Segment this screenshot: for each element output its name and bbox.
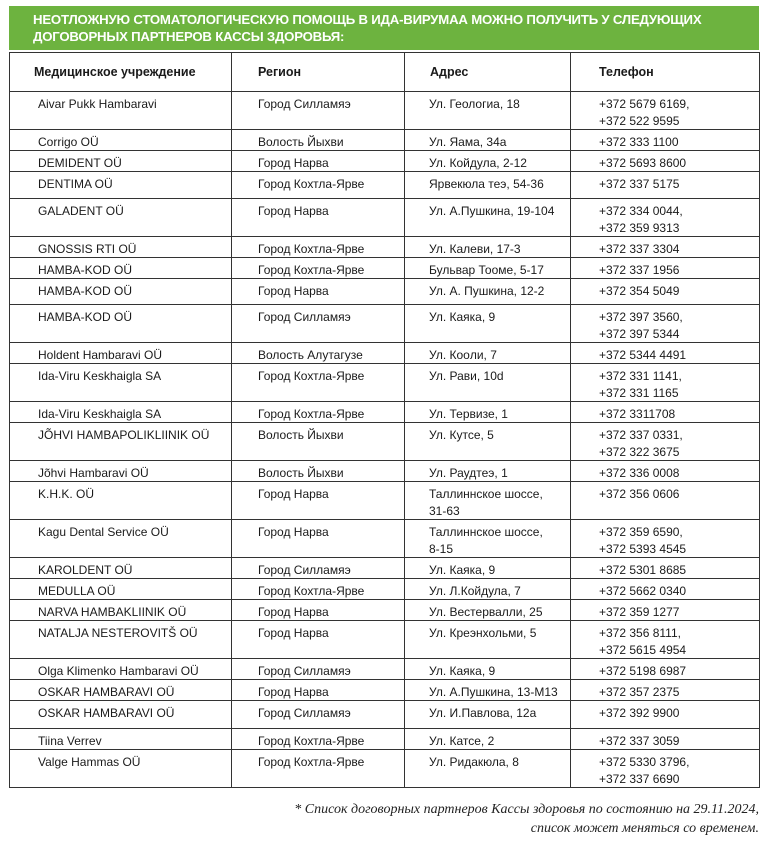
cell-phone-text: +372 5679 6169,: [599, 97, 690, 111]
cell-region-text: Город Силламяэ: [258, 97, 351, 111]
cell-address: [405, 279, 571, 305]
cell-address-text: Ул. Рави, 10d: [429, 369, 504, 383]
cell-phone-text: +372 397 5344: [599, 327, 680, 341]
cell-region: [232, 364, 405, 402]
cell-region: [232, 402, 405, 423]
cell-address: [405, 237, 571, 258]
table-row: [10, 364, 760, 402]
cell-region: [232, 237, 405, 258]
cell-institution-text: DEMIDENT OÜ: [38, 156, 122, 170]
cell-institution-text: OSKAR HAMBARAVI OÜ: [38, 706, 175, 720]
cell-region: [232, 750, 405, 788]
cell-institution-text: Valge Hammas OÜ: [38, 755, 141, 769]
cell-address: [405, 579, 571, 600]
cell-phone: [571, 237, 760, 258]
cell-region-text: Город Кохтла-Ярве: [258, 177, 365, 191]
cell-address: [405, 558, 571, 579]
cell-region-text: Волость Йыхви: [258, 428, 344, 442]
cell-institution-text: GNOSSIS RTI OÜ: [38, 242, 137, 256]
cell-institution: [10, 199, 232, 237]
cell-address: [405, 151, 571, 172]
cell-institution-text: Holdent Hambaravi OÜ: [38, 348, 163, 362]
cell-phone: [571, 305, 760, 343]
cell-institution-text: HAMBA-KOD OÜ: [38, 284, 133, 298]
cell-phone: [571, 680, 760, 701]
cell-address-text: Таллиннское шоссе,: [429, 487, 543, 501]
cell-region: [232, 172, 405, 199]
cell-phone: [571, 520, 760, 558]
cell-address: [405, 461, 571, 482]
cell-region-text: Город Кохтла-Ярве: [258, 407, 365, 421]
cell-institution-text: HAMBA-KOD OÜ: [38, 263, 133, 277]
cell-phone-text: +372 5662 0340: [599, 584, 687, 598]
table-row: [10, 579, 760, 600]
cell-institution: [10, 92, 232, 130]
cell-institution-text: Jõhvi Hambaravi OÜ: [38, 466, 149, 480]
cell-phone: [571, 172, 760, 199]
cell-region: [232, 701, 405, 729]
cell-address: [405, 258, 571, 279]
cell-phone: [571, 729, 760, 750]
cell-region-text: Город Нарва: [258, 685, 329, 699]
cell-region: [232, 680, 405, 701]
cell-phone-text: +372 5301 8685: [599, 563, 687, 577]
cell-phone-text: +372 5393 4545: [599, 542, 687, 556]
cell-region: [232, 305, 405, 343]
cell-phone: [571, 130, 760, 151]
table-header-row: [10, 53, 760, 92]
table-row: [10, 701, 760, 729]
cell-phone: [571, 423, 760, 461]
cell-institution: [10, 659, 232, 680]
cell-region-text: Волость Йыхви: [258, 135, 344, 149]
cell-phone-text: +372 334 0044,: [599, 204, 683, 218]
cell-phone-text: +372 354 5049: [599, 284, 680, 298]
cell-region: [232, 482, 405, 520]
column-header-region: Регион: [232, 53, 405, 92]
cell-phone-text: +372 337 3059: [599, 734, 680, 748]
cell-address: [405, 305, 571, 343]
cell-address-text: Ул. Каяка, 9: [429, 310, 496, 324]
cell-institution-text: K.H.K. OÜ: [38, 487, 95, 501]
cell-institution-text: OSKAR HAMBARAVI OÜ: [38, 685, 175, 699]
cell-address: [405, 482, 571, 520]
cell-institution: [10, 729, 232, 750]
cell-address: [405, 659, 571, 680]
cell-institution-text: DENTIMA OÜ: [38, 177, 113, 191]
cell-phone-text: +372 336 0008: [599, 466, 680, 480]
cell-institution-text: MEDULLA OÜ: [38, 584, 116, 598]
cell-region-text: Волость Алутагузе: [258, 348, 363, 362]
cell-phone: [571, 750, 760, 788]
table-row: [10, 237, 760, 258]
cell-institution: [10, 423, 232, 461]
cell-institution-text: Kagu Dental Service OÜ: [38, 525, 169, 539]
cell-region-text: Город Кохтла-Ярве: [258, 369, 365, 383]
cell-phone-text: +372 397 3560,: [599, 310, 683, 324]
cell-region-text: Город Нарва: [258, 156, 329, 170]
cell-phone-text: +372 356 0606: [599, 487, 680, 501]
cell-institution: [10, 402, 232, 423]
cell-address-text: Ул. А. Пушкина, 12-2: [429, 284, 545, 298]
cell-institution: [10, 461, 232, 482]
table-row: [10, 151, 760, 172]
cell-phone-text: +372 5615 4954: [599, 643, 687, 657]
cell-region: [232, 199, 405, 237]
cell-address-text: Ул. Тервизе, 1: [429, 407, 508, 421]
table-row: [10, 680, 760, 701]
cell-phone-text: +372 337 5175: [599, 177, 680, 191]
cell-region: [232, 151, 405, 172]
cell-address: [405, 701, 571, 729]
cell-phone-text: +372 359 9313: [599, 221, 680, 235]
cell-region-text: Город Нарва: [258, 525, 329, 539]
cell-address: [405, 199, 571, 237]
cell-region-text: Город Нарва: [258, 626, 329, 640]
cell-region: [232, 258, 405, 279]
cell-phone: [571, 92, 760, 130]
cell-phone-text: +372 331 1165: [599, 386, 679, 400]
cell-address-text: 31-63: [429, 504, 460, 518]
clinics-table: [9, 52, 760, 788]
cell-phone-text: +372 322 3675: [599, 445, 680, 459]
cell-phone-text: +372 392 9900: [599, 706, 680, 720]
cell-region-text: Город Кохтла-Ярве: [258, 263, 365, 277]
table-row: [10, 482, 760, 520]
cell-address-text: Ул. Каяка, 9: [429, 563, 496, 577]
cell-region: [232, 729, 405, 750]
cell-region-text: Город Кохтла-Ярве: [258, 734, 365, 748]
header-line-2: ДОГОВОРНЫХ ПАРТНЕРОВ КАССЫ ЗДОРОВЬЯ:: [33, 28, 345, 44]
cell-address: [405, 729, 571, 750]
cell-institution: [10, 237, 232, 258]
table-row: [10, 305, 760, 343]
cell-phone-text: +372 5344 4491: [599, 348, 687, 362]
cell-address-text: Ул. Яама, 34а: [429, 135, 507, 149]
cell-region-text: Город Нарва: [258, 605, 329, 619]
cell-institution-text: HAMBA-KOD OÜ: [38, 310, 133, 324]
cell-region: [232, 461, 405, 482]
table-row: [10, 402, 760, 423]
cell-address: [405, 600, 571, 621]
cell-phone: [571, 461, 760, 482]
cell-region-text: Город Нарва: [258, 204, 329, 218]
cell-phone: [571, 558, 760, 579]
cell-institution: [10, 279, 232, 305]
cell-institution: [10, 130, 232, 151]
cell-phone: [571, 482, 760, 520]
column-header-institution: Медицинское учреждение: [10, 53, 232, 92]
cell-address-text: Ул. Л.Койдула, 7: [429, 584, 521, 598]
cell-address-text: 8-15: [429, 542, 454, 556]
cell-institution: [10, 579, 232, 600]
column-header-phone: Телефон: [571, 53, 760, 92]
table-body: [10, 92, 760, 788]
cell-institution: [10, 621, 232, 659]
cell-phone-text: +372 5693 8600: [599, 156, 687, 170]
cell-phone-text: +372 3311708: [599, 407, 676, 421]
cell-address-text: Ул. А.Пушкина, 19-104: [429, 204, 555, 218]
cell-institution-text: NATALJA NESTEROVITŠ OÜ: [38, 626, 198, 640]
cell-institution: [10, 305, 232, 343]
cell-address-text: Ул. Коoли, 7: [429, 348, 497, 362]
cell-phone-text: +372 359 1277: [599, 605, 680, 619]
cell-region: [232, 621, 405, 659]
cell-address: [405, 750, 571, 788]
table-row: [10, 600, 760, 621]
cell-region-text: Город Силламяэ: [258, 310, 351, 324]
cell-address-text: Ул. И.Павлова, 12а: [429, 706, 537, 720]
cell-address-text: Бульвар Тооме, 5-17: [429, 263, 544, 277]
cell-address-text: Ярвекюла теэ, 54-36: [429, 177, 544, 191]
cell-region: [232, 579, 405, 600]
cell-institution-text: Tiina Verrev: [38, 734, 102, 748]
cell-address: [405, 130, 571, 151]
cell-institution: [10, 151, 232, 172]
cell-region: [232, 520, 405, 558]
cell-phone-text: +372 522 9595: [599, 114, 680, 128]
cell-phone: [571, 402, 760, 423]
cell-address-text: Ул. А.Пушкина, 13-М13: [429, 685, 558, 699]
cell-phone: [571, 199, 760, 237]
table-row: [10, 258, 760, 279]
table-row: [10, 343, 760, 364]
cell-institution-text: KAROLDENT OÜ: [38, 563, 133, 577]
cell-institution-text: Aivar Pukk Hambaravi: [38, 97, 157, 111]
cell-region-text: Город Силламяэ: [258, 706, 351, 720]
cell-address: [405, 621, 571, 659]
table-row: [10, 423, 760, 461]
cell-address: [405, 364, 571, 402]
cell-address-text: Ул. Креэнхольми, 5: [429, 626, 537, 640]
cell-address: [405, 92, 571, 130]
cell-institution: [10, 750, 232, 788]
cell-region: [232, 659, 405, 680]
cell-phone-text: +372 337 6690: [599, 772, 680, 786]
cell-address-text: Таллиннское шоссе,: [429, 525, 543, 539]
cell-phone-text: +372 359 6590,: [599, 525, 683, 539]
table-row: [10, 659, 760, 680]
cell-institution: [10, 680, 232, 701]
cell-phone: [571, 701, 760, 729]
cell-institution-text: JÕHVI HAMBAPOLIKLIINIK OÜ: [38, 428, 210, 442]
cell-phone-text: +372 337 3304: [599, 242, 680, 256]
cell-phone-text: +372 5198 6987: [599, 664, 687, 678]
cell-region: [232, 130, 405, 151]
cell-address: [405, 423, 571, 461]
cell-region: [232, 343, 405, 364]
cell-region: [232, 423, 405, 461]
footnote: [294, 800, 759, 838]
cell-phone-text: +372 331 1141,: [599, 369, 682, 383]
cell-address-text: Ул. Койдула, 2-12: [429, 156, 527, 170]
cell-region: [232, 279, 405, 305]
cell-address-text: Ул. Ридакюла, 8: [429, 755, 519, 769]
cell-phone: [571, 600, 760, 621]
footnote-line-1: * Список договорных партнеров Кассы здоровья по состоянию на 29.11.2024,: [294, 802, 759, 817]
cell-address: [405, 402, 571, 423]
cell-region-text: Волость Йыхви: [258, 466, 344, 480]
cell-institution: [10, 558, 232, 579]
cell-address-text: Ул. Геологиа, 18: [429, 97, 520, 111]
cell-address-text: Ул. Каяка, 9: [429, 664, 496, 678]
cell-institution: [10, 343, 232, 364]
header-banner: [9, 6, 759, 50]
cell-institution: [10, 482, 232, 520]
header-line-1: НЕОТЛОЖНУЮ СТОМАТОЛОГИЧЕСКУЮ ПОМОЩЬ В ИДА-ВИРУМАА МОЖНО ПОЛУЧИТЬ У СЛЕДУЮЩИХ: [33, 12, 702, 27]
cell-address: [405, 343, 571, 364]
cell-region-text: Город Силламяэ: [258, 664, 351, 678]
cell-institution: [10, 520, 232, 558]
cell-address: [405, 680, 571, 701]
cell-region: [232, 92, 405, 130]
cell-address-text: Ул. Катсе, 2: [429, 734, 495, 748]
cell-address-text: Ул. Вестервалли, 25: [429, 605, 543, 619]
footnote-line-2: список может меняться со временем.: [530, 821, 759, 836]
cell-phone: [571, 343, 760, 364]
cell-phone: [571, 364, 760, 402]
cell-phone: [571, 279, 760, 305]
cell-address-text: Ул. Кутсе, 5: [429, 428, 494, 442]
cell-phone: [571, 258, 760, 279]
cell-phone: [571, 579, 760, 600]
cell-institution: [10, 258, 232, 279]
table-row: [10, 92, 760, 130]
cell-institution-text: Ida-Viru Keskhaigla SA: [38, 369, 162, 383]
table-row: [10, 172, 760, 199]
cell-address: [405, 172, 571, 199]
cell-address-text: Ул. Раудтеэ, 1: [429, 466, 508, 480]
cell-institution-text: Ida-Viru Keskhaigla SA: [38, 407, 162, 421]
cell-phone-text: +372 357 2375: [599, 685, 680, 699]
cell-phone-text: +372 5330 3796,: [599, 755, 690, 769]
cell-region-text: Город Нарва: [258, 284, 329, 298]
cell-institution: [10, 600, 232, 621]
cell-institution-text: GALADENT OÜ: [38, 204, 124, 218]
cell-region-text: Город Кохтла-Ярве: [258, 242, 365, 256]
column-header-address: Адрес: [405, 53, 571, 92]
cell-institution-text: NARVA HAMBAKLIINIK OÜ: [38, 605, 187, 619]
cell-phone-text: +372 356 8111,: [599, 626, 681, 640]
cell-region-text: Город Кохтла-Ярве: [258, 755, 365, 769]
cell-phone: [571, 659, 760, 680]
cell-region-text: Город Нарва: [258, 487, 329, 501]
table-row: [10, 461, 760, 482]
table-row: [10, 621, 760, 659]
table-row: [10, 558, 760, 579]
table-row: [10, 729, 760, 750]
cell-phone: [571, 151, 760, 172]
cell-phone: [571, 621, 760, 659]
table-row: [10, 750, 760, 788]
cell-region: [232, 558, 405, 579]
table-row: [10, 279, 760, 305]
cell-institution: [10, 701, 232, 729]
cell-address-text: Ул. Калеви, 17-3: [429, 242, 521, 256]
cell-institution: [10, 172, 232, 199]
cell-institution: [10, 364, 232, 402]
cell-address: [405, 520, 571, 558]
table-row: [10, 199, 760, 237]
table-row: [10, 130, 760, 151]
cell-phone-text: +372 337 1956: [599, 263, 680, 277]
cell-institution-text: Corrigo OÜ: [38, 135, 99, 149]
cell-region-text: Город Силламяэ: [258, 563, 351, 577]
cell-region-text: Город Кохтла-Ярве: [258, 584, 365, 598]
cell-phone-text: +372 333 1100: [599, 135, 679, 149]
cell-phone-text: +372 337 0331,: [599, 428, 683, 442]
cell-region: [232, 600, 405, 621]
cell-institution-text: Olga Klimenko Hambaravi OÜ: [38, 664, 199, 678]
table-row: [10, 520, 760, 558]
